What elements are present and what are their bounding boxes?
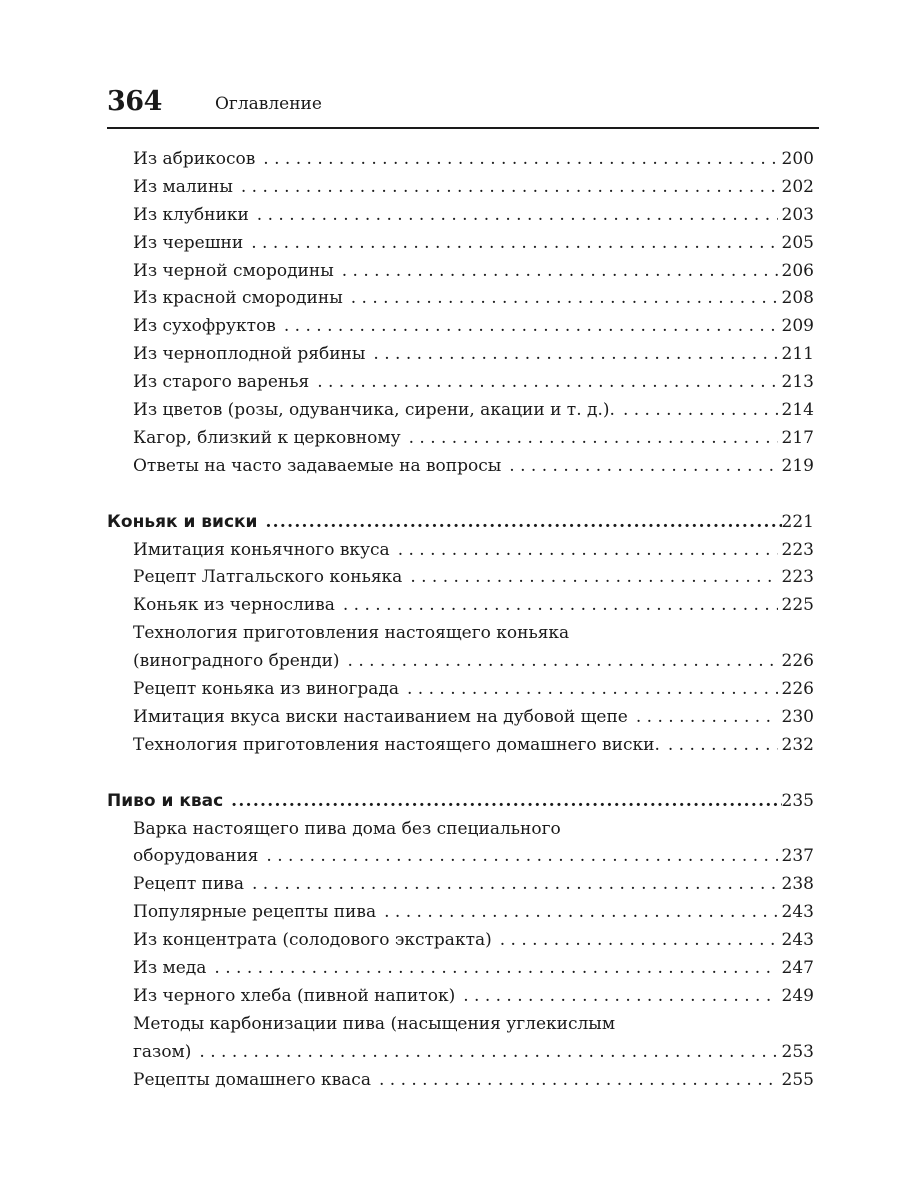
toc-heading[interactable]	[107, 788, 814, 816]
toc-entry-title-line: Методы карбонизации пива (насыщения углекислым	[133, 1013, 616, 1034]
toc-page-number: 238	[781, 874, 814, 895]
toc-page-number: 206	[781, 260, 814, 281]
dot-leader	[241, 174, 778, 202]
toc-page-number: 249	[781, 985, 814, 1006]
toc-page-number: 209	[781, 316, 814, 337]
dot-leader	[263, 146, 777, 174]
toc-entry-title: Из красной смородины	[133, 288, 343, 309]
toc-heading[interactable]	[107, 509, 814, 537]
toc-entry[interactable]	[107, 983, 814, 1011]
toc-entry[interactable]	[107, 1011, 814, 1067]
toc-entry[interactable]	[107, 174, 814, 202]
dot-leader	[463, 983, 777, 1011]
dot-leader	[373, 341, 777, 369]
toc-entry[interactable]	[107, 899, 814, 927]
toc-entry-title: Из старого варенья	[133, 372, 310, 393]
toc-entry[interactable]	[107, 146, 814, 174]
toc-entry-title: Рецепты домашнего кваса	[133, 1069, 371, 1090]
dot-leader	[214, 955, 777, 983]
toc-page-number: 202	[781, 176, 814, 197]
dot-leader	[266, 843, 777, 871]
dot-leader	[348, 648, 778, 676]
dot-leader	[342, 258, 778, 286]
dot-leader	[252, 871, 778, 899]
toc-page-number: 247	[781, 958, 814, 979]
dot-leader	[284, 313, 778, 341]
toc-entry-title: Из черешни	[133, 232, 244, 253]
toc-section	[107, 146, 814, 481]
toc-entry[interactable]	[107, 704, 814, 732]
toc-entry[interactable]	[107, 313, 814, 341]
toc-entry[interactable]	[107, 397, 814, 425]
toc-page-number: 225	[781, 595, 814, 616]
dot-leader	[265, 509, 781, 537]
toc-section	[107, 788, 814, 1095]
toc-entry-title: Из сухофруктов	[133, 316, 276, 337]
toc-entry-title-line: Технология приготовления настоящего коньяка	[133, 623, 570, 644]
dot-leader	[257, 202, 778, 230]
toc-page-number: 203	[781, 204, 814, 225]
toc-entry[interactable]	[107, 369, 814, 397]
toc-entry[interactable]	[107, 927, 814, 955]
toc-page-number: 232	[781, 734, 814, 755]
toc-page-number: 230	[781, 706, 814, 727]
dot-leader	[500, 927, 778, 955]
page-header	[107, 82, 819, 122]
toc-page-number: 223	[781, 567, 814, 588]
toc-entry[interactable]	[107, 620, 814, 676]
toc-page-number: 223	[781, 539, 814, 560]
toc-entry[interactable]	[107, 258, 814, 286]
dot-leader	[407, 676, 778, 704]
toc-entry[interactable]	[107, 230, 814, 258]
toc-entry[interactable]	[107, 453, 814, 481]
toc-page-number: 219	[781, 455, 814, 476]
toc-page-number: 208	[781, 288, 814, 309]
toc-entry-title: Рецепт Латгальского коньяка	[133, 567, 403, 588]
toc-section	[107, 509, 814, 760]
toc-entry-title: Имитация коньячного вкуса	[133, 539, 390, 560]
toc-page-number: 200	[781, 149, 814, 169]
toc-entry-title: Коньяк из чернослива	[133, 595, 335, 616]
dot-leader	[398, 537, 778, 565]
toc-entry-title: Из меда	[133, 958, 207, 979]
page-number: 364	[107, 86, 162, 117]
toc-entry-title: Из клубники	[133, 204, 249, 225]
toc-entry-title: Из концентрата (солодового экстракта)	[133, 930, 492, 951]
toc-entry-title: Из малины	[133, 176, 233, 197]
toc-entry[interactable]	[107, 871, 814, 899]
toc-entry[interactable]	[107, 537, 814, 565]
header-rule	[107, 127, 819, 129]
toc-page-number: 221	[781, 511, 814, 532]
toc-entry[interactable]	[107, 592, 814, 620]
toc-entry[interactable]	[107, 202, 814, 230]
toc-entry-title: Рецепт пива	[133, 874, 244, 895]
toc-entry[interactable]	[107, 341, 814, 369]
dot-leader	[509, 453, 777, 481]
dot-leader	[623, 397, 778, 425]
toc-entry[interactable]	[107, 425, 814, 453]
dot-leader	[351, 285, 778, 313]
toc-page-number: 243	[781, 902, 814, 923]
toc-entry[interactable]	[107, 732, 814, 760]
toc-page-number: 214	[781, 400, 814, 421]
toc-entry-title: Рецепт коньяка из винограда	[133, 679, 399, 700]
toc-page-number: 226	[781, 679, 814, 700]
toc-entry-title: Ответы на часто задаваемые на вопросы	[133, 455, 502, 476]
toc-entry[interactable]	[107, 285, 814, 313]
toc-entry-title: Популярные рецепты пива	[133, 902, 377, 923]
toc-entry-title: Имитация вкуса виски настаиванием на дубовой щепе	[133, 706, 628, 727]
toc-entry-title-line: Варка настоящего пива дома без специального	[133, 818, 561, 839]
toc-entry[interactable]	[107, 816, 814, 872]
toc-entry[interactable]	[107, 955, 814, 983]
toc-heading-title: Коньяк и виски	[107, 511, 258, 532]
toc-page-number: 253	[781, 1041, 814, 1062]
toc-page-number: 226	[781, 651, 814, 672]
dot-leader	[410, 564, 777, 592]
toc-entry-title: Из цветов (розы, одуванчика, сирени, акации и т. д.).	[133, 400, 615, 421]
dot-leader	[379, 1067, 778, 1095]
table-of-contents	[107, 146, 814, 1095]
dot-leader	[317, 369, 777, 397]
dot-leader	[636, 704, 778, 732]
toc-page-number: 235	[781, 790, 814, 811]
toc-entry-title: Из черной смородины	[133, 260, 334, 281]
dot-leader	[251, 230, 777, 258]
dot-leader	[231, 788, 781, 816]
running-title: Оглавление	[215, 94, 322, 114]
dot-leader	[199, 1039, 777, 1067]
dot-leader	[668, 732, 778, 760]
dot-leader	[343, 592, 778, 620]
toc-page-number: 255	[781, 1069, 814, 1090]
toc-entry-title: газом)	[133, 1041, 192, 1062]
toc-entry-title: Из черного хлеба (пивной напиток)	[133, 985, 456, 1006]
toc-entry-title: Из абрикосов	[133, 149, 256, 169]
toc-entry[interactable]	[107, 564, 814, 592]
dot-leader	[409, 425, 778, 453]
toc-entry-title: (виноградного бренди)	[133, 651, 340, 672]
toc-page-number: 205	[781, 232, 814, 253]
toc-entry-title: Из черноплодной рябины	[133, 344, 366, 365]
toc-heading-title: Пиво и квас	[107, 790, 224, 811]
toc-entry-title: оборудования	[133, 846, 259, 867]
toc-page-number: 217	[781, 427, 814, 448]
dot-leader	[384, 899, 777, 927]
toc-page-number: 213	[781, 372, 814, 393]
toc-entry[interactable]	[107, 1067, 814, 1095]
toc-page-number: 243	[781, 930, 814, 951]
toc-entry[interactable]	[107, 676, 814, 704]
toc-page-number: 211	[781, 344, 814, 365]
toc-page-number: 237	[781, 846, 814, 867]
toc-entry-title: Кагор, близкий к церковному	[133, 427, 401, 448]
toc-entry-title: Технология приготовления настоящего домашнего виски.	[133, 734, 660, 755]
